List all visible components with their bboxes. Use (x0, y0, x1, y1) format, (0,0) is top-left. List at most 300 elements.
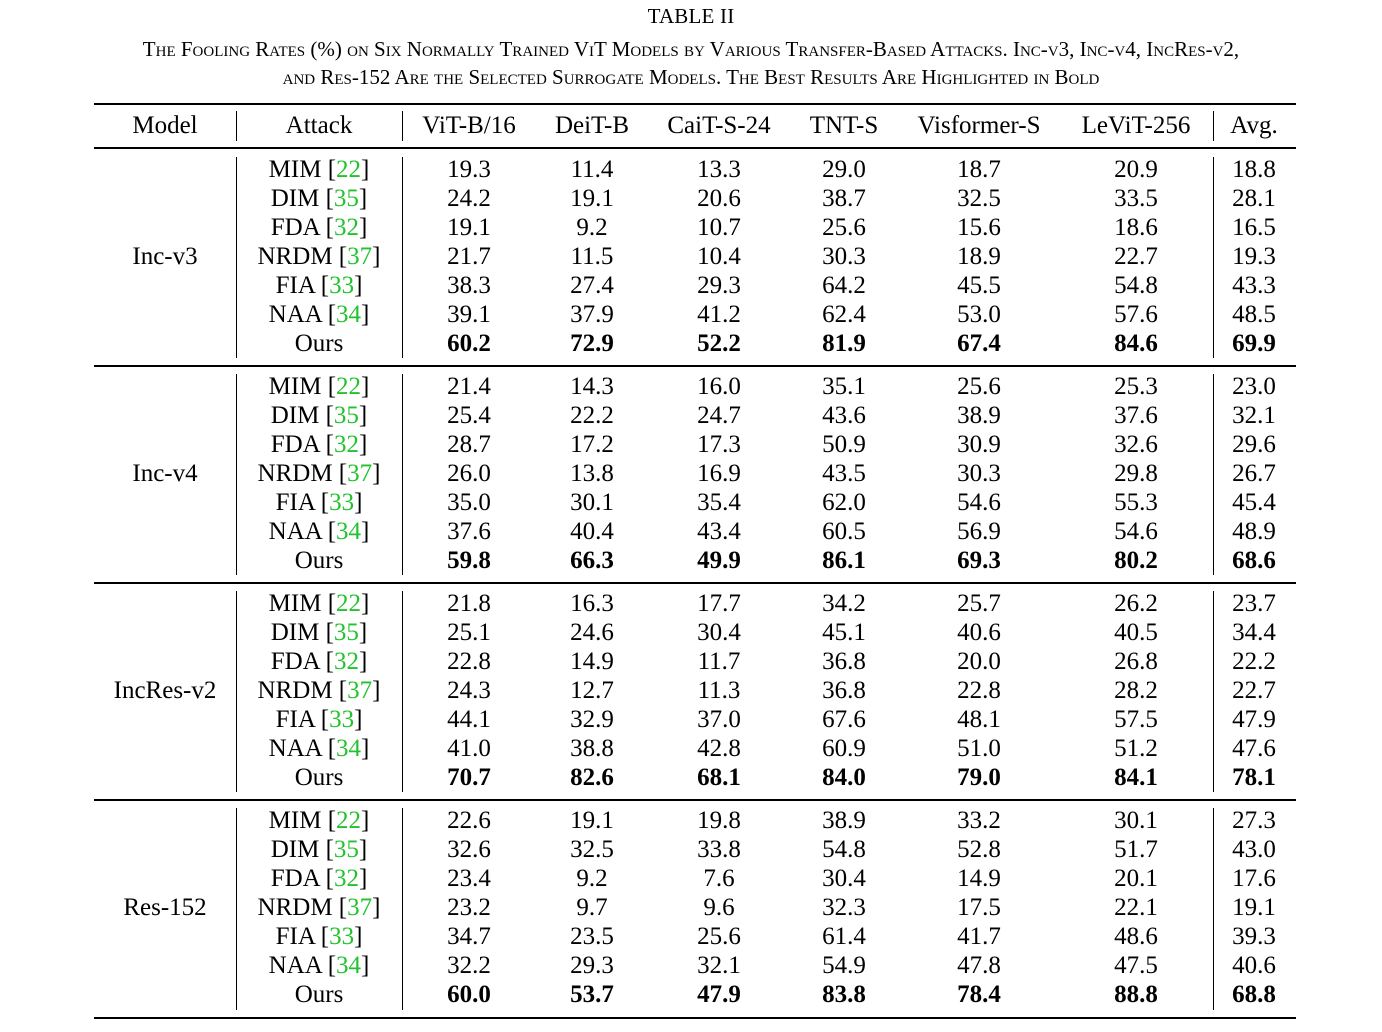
attack-name: FDA [32] (270, 865, 368, 892)
table-cell: 20.1 (1114, 865, 1158, 892)
table-cell: 23.7 (1232, 590, 1276, 617)
attack-name: NAA [34] (268, 301, 370, 328)
table-cell: 26.8 (1114, 648, 1158, 675)
attack-name (295, 980, 344, 1009)
column-rule (402, 808, 403, 1010)
table-cell: 19.1 (1232, 894, 1276, 921)
table-cell: 80.2 (1114, 547, 1158, 574)
table-cell: 30.9 (957, 431, 1001, 458)
table-cell: 39.3 (1232, 923, 1276, 950)
table-cell: 28.1 (1232, 185, 1276, 212)
table-cell: 57.5 (1114, 706, 1158, 733)
table-cell: 22.6 (447, 807, 491, 834)
table-cell: 22.7 (1114, 243, 1158, 270)
attack-name: MIM [22] (268, 590, 370, 617)
attack-name (295, 329, 344, 358)
column-rule (236, 591, 237, 792)
attack-label: NAA (268, 301, 322, 328)
table-cell: 16.3 (570, 590, 614, 617)
table-cell: 29.6 (1232, 431, 1276, 458)
table-cell: 49.9 (697, 547, 741, 574)
table-cell: 19.1 (570, 185, 614, 212)
column-rule (402, 374, 403, 575)
citation-link[interactable]: 22 (336, 807, 362, 834)
citation-link[interactable]: 37 (347, 460, 373, 487)
table-cell: 68.1 (697, 764, 741, 791)
table-cell: 51.0 (957, 735, 1001, 762)
table-cell: 32.3 (822, 894, 866, 921)
table-cell: 37.6 (447, 518, 491, 545)
table-cell: 30.3 (822, 243, 866, 270)
table-cell: 67.4 (957, 330, 1001, 357)
table-cell: 26.7 (1232, 460, 1276, 487)
header-avg: Avg. (1230, 112, 1278, 139)
table-cell: 12.7 (570, 677, 614, 704)
table-cell: 53.7 (570, 981, 614, 1008)
attack-name: NRDM [37] (257, 460, 381, 487)
attack-name: NRDM [37] (257, 243, 381, 270)
citation-link[interactable]: 34 (336, 301, 362, 328)
column-rule (1213, 374, 1214, 575)
table-cell: 30.4 (822, 865, 866, 892)
attack-name: MIM [22] (268, 373, 370, 400)
table-cell: 13.3 (697, 156, 741, 183)
citation-link[interactable]: 32 (333, 865, 359, 892)
table-cell: 22.2 (570, 402, 614, 429)
table-cell: 84.0 (822, 764, 866, 791)
caption-line-2: and Res-152 Are the Selected Surrogate Models. The Best Results Are Highlighted in Bold (282, 65, 1100, 89)
table-cell: 38.9 (957, 402, 1001, 429)
table-cell: 15.6 (957, 214, 1001, 241)
table-cell: 52.8 (957, 836, 1001, 863)
table-cell: 38.7 (822, 185, 866, 212)
table-cell: 11.5 (570, 243, 614, 270)
table-cell: 72.9 (570, 330, 614, 357)
table-cell: 34.2 (822, 590, 866, 617)
attack-label: Ours (294, 547, 344, 574)
table-cell: 28.7 (447, 431, 491, 458)
attack-name: FIA [33] (275, 489, 363, 516)
attack-name: FIA [33] (275, 706, 363, 733)
table-cell: 22.1 (1114, 894, 1158, 921)
table-cell: 24.2 (447, 185, 491, 212)
attack-name: FDA [32] (270, 431, 368, 458)
table-cell: 32.6 (1114, 431, 1158, 458)
table-cell: 78.1 (1232, 764, 1276, 791)
table-cell: 23.2 (447, 894, 491, 921)
surrogate-model-label: Res-152 (123, 894, 207, 921)
table-cell: 81.9 (822, 330, 866, 357)
table-cell: 78.4 (957, 981, 1001, 1008)
citation-link[interactable]: 34 (336, 735, 362, 762)
column-rule (402, 591, 403, 792)
table-cell: 39.1 (447, 301, 491, 328)
attack-label: FIA (275, 489, 315, 516)
table-cell: 14.3 (570, 373, 614, 400)
table-cell: 19.3 (447, 156, 491, 183)
attack-name: NRDM [37] (257, 894, 381, 921)
table-cell: 51.7 (1114, 836, 1158, 863)
attack-label: FIA (275, 706, 315, 733)
table-cell: 70.7 (447, 764, 491, 791)
table-cell: 26.2 (1114, 590, 1158, 617)
table-cell: 18.6 (1114, 214, 1158, 241)
table-cell: 48.6 (1114, 923, 1158, 950)
table-cell: 47.5 (1114, 952, 1158, 979)
table-cell: 36.8 (822, 648, 866, 675)
table-cell: 22.2 (1232, 648, 1276, 675)
table-cell: 27.4 (570, 272, 614, 299)
header-tnt-s: TNT-S (809, 112, 879, 139)
column-rule (236, 157, 237, 358)
table-cell: 32.9 (570, 706, 614, 733)
attack-label: FIA (275, 272, 315, 299)
table-cell: 48.1 (957, 706, 1001, 733)
table-cell: 37.0 (697, 706, 741, 733)
table-cell: 17.3 (697, 431, 741, 458)
group-divider (94, 582, 1296, 584)
table-cell: 60.9 (822, 735, 866, 762)
table-cell: 45.4 (1232, 489, 1276, 516)
table-cell: 21.4 (447, 373, 491, 400)
table-cell: 9.2 (576, 214, 608, 241)
attack-label: NAA (268, 735, 322, 762)
table-cell: 32.2 (447, 952, 491, 979)
attack-label: NAA (268, 518, 322, 545)
citation-link[interactable]: 32 (333, 648, 359, 675)
attack-name: FIA [33] (275, 923, 363, 950)
table-cell: 25.7 (957, 590, 1001, 617)
attack-label: MIM (268, 590, 322, 617)
table-cell: 42.8 (697, 735, 741, 762)
table-cell: 54.8 (822, 836, 866, 863)
table-cell: 47.9 (697, 981, 741, 1008)
table-cell: 51.2 (1114, 735, 1158, 762)
table-cell: 13.8 (570, 460, 614, 487)
table-cell: 32.5 (570, 836, 614, 863)
table-cell: 19.8 (697, 807, 741, 834)
table-cell: 41.7 (957, 923, 1001, 950)
attack-name: FDA [32] (270, 214, 368, 241)
citation-link[interactable]: 33 (329, 923, 355, 950)
citation-link[interactable]: 35 (333, 402, 359, 429)
attack-name: DIM [35] (270, 836, 368, 863)
group-divider (94, 365, 1296, 367)
table-cell: 40.4 (570, 518, 614, 545)
table-cell: 84.1 (1114, 764, 1158, 791)
table-cell: 18.7 (957, 156, 1001, 183)
column-rule (402, 157, 403, 358)
table-cell: 30.4 (697, 619, 741, 646)
table-cell: 11.7 (697, 648, 741, 675)
attack-name (295, 763, 344, 792)
table-cell: 19.1 (570, 807, 614, 834)
table-cell: 54.9 (822, 952, 866, 979)
table-cell: 35.0 (447, 489, 491, 516)
table-cell: 32.1 (697, 952, 741, 979)
citation-link[interactable]: 34 (336, 518, 362, 545)
header-vit-b16: ViT-B/16 (422, 112, 516, 139)
attack-label: NRDM (257, 243, 333, 270)
citation-link[interactable]: 34 (336, 952, 362, 979)
table-cell: 62.0 (822, 489, 866, 516)
attack-label: Ours (294, 330, 344, 357)
table-cell: 25.6 (697, 923, 741, 950)
table-cell: 59.8 (447, 547, 491, 574)
table-cell: 83.8 (822, 981, 866, 1008)
attack-label: DIM (270, 619, 320, 646)
column-rule (236, 374, 237, 575)
citation-link[interactable]: 22 (336, 590, 362, 617)
citation-link[interactable]: 33 (329, 272, 355, 299)
table-cell: 86.1 (822, 547, 866, 574)
table-cell: 44.1 (447, 706, 491, 733)
table-cell: 20.6 (697, 185, 741, 212)
attack-label: FDA (270, 214, 320, 241)
surrogate-model-label: Inc-v4 (132, 460, 198, 487)
table-cell: 23.4 (447, 865, 491, 892)
table-cell: 68.6 (1232, 547, 1276, 574)
attack-label: NRDM (257, 460, 333, 487)
table-cell: 16.5 (1232, 214, 1276, 241)
attack-name: NAA [34] (268, 952, 370, 979)
table-cell: 34.4 (1232, 619, 1276, 646)
table-cell: 54.6 (1114, 518, 1158, 545)
top-rule (94, 103, 1296, 105)
table-cell: 47.6 (1232, 735, 1276, 762)
table-cell: 38.8 (570, 735, 614, 762)
header-model: Model (132, 112, 198, 139)
attack-name: NRDM [37] (257, 677, 381, 704)
table-cell: 60.0 (447, 981, 491, 1008)
table-cell: 40.6 (1232, 952, 1276, 979)
column-rule (1213, 808, 1214, 1010)
table-cell: 43.0 (1232, 836, 1276, 863)
table-cell: 18.9 (957, 243, 1001, 270)
attack-label: Ours (294, 764, 344, 791)
attack-label: NRDM (257, 677, 333, 704)
table-cell: 9.6 (703, 894, 735, 921)
table-cell: 43.4 (697, 518, 741, 545)
table-cell: 40.6 (957, 619, 1001, 646)
table-cell: 29.3 (570, 952, 614, 979)
table-cell: 16.9 (697, 460, 741, 487)
attack-name: FDA [32] (270, 648, 368, 675)
table-cell: 47.9 (1232, 706, 1276, 733)
table-cell: 38.3 (447, 272, 491, 299)
table-cell: 14.9 (570, 648, 614, 675)
table-cell: 11.3 (697, 677, 741, 704)
table-cell: 10.4 (697, 243, 741, 270)
table-cell: 54.8 (1114, 272, 1158, 299)
header-attack: Attack (285, 112, 353, 139)
citation-link[interactable]: 32 (333, 431, 359, 458)
table-cell: 22.8 (447, 648, 491, 675)
table-cell: 55.3 (1114, 489, 1158, 516)
table-cell: 69.9 (1232, 330, 1276, 357)
table-cell: 34.7 (447, 923, 491, 950)
attack-label: MIM (268, 156, 322, 183)
citation-link[interactable]: 32 (333, 214, 359, 241)
citation-link[interactable]: 35 (333, 836, 359, 863)
table-cell: 26.0 (447, 460, 491, 487)
attack-name: DIM [35] (270, 402, 368, 429)
table-cell: 33.2 (957, 807, 1001, 834)
attack-label: NAA (268, 952, 322, 979)
table-cell: 52.2 (697, 330, 741, 357)
header-column-rule (1213, 111, 1214, 141)
table-cell: 84.6 (1114, 330, 1158, 357)
table-cell: 41.2 (697, 301, 741, 328)
attack-label: FIA (275, 923, 315, 950)
table-cell: 17.7 (697, 590, 741, 617)
table-cell: 23.0 (1232, 373, 1276, 400)
citation-link[interactable]: 22 (336, 373, 362, 400)
table-cell: 25.4 (447, 402, 491, 429)
table-cell: 7.6 (703, 865, 735, 892)
table-cell: 17.2 (570, 431, 614, 458)
table-cell: 33.8 (697, 836, 741, 863)
attack-name: FIA [33] (275, 272, 363, 299)
table-cell: 47.8 (957, 952, 1001, 979)
citation-link[interactable]: 35 (333, 185, 359, 212)
column-rule (1213, 591, 1214, 792)
table-cell: 28.2 (1114, 677, 1158, 704)
header-column-rule (236, 111, 237, 141)
citation-link[interactable]: 33 (329, 489, 355, 516)
table-cell: 48.5 (1232, 301, 1276, 328)
table-cell: 17.6 (1232, 865, 1276, 892)
header-visformer-s: Visformer-S (917, 112, 1041, 139)
table-cell: 60.5 (822, 518, 866, 545)
header-levit-256: LeViT-256 (1081, 112, 1191, 139)
table-cell: 17.5 (957, 894, 1001, 921)
table-cell: 41.0 (447, 735, 491, 762)
table-cell: 32.1 (1232, 402, 1276, 429)
table-cell: 25.6 (957, 373, 1001, 400)
table-cell: 25.1 (447, 619, 491, 646)
table-cell: 43.5 (822, 460, 866, 487)
table-cell: 23.5 (570, 923, 614, 950)
header-cait-s24: CaiT-S-24 (667, 112, 771, 139)
table-cell: 21.8 (447, 590, 491, 617)
table-cell: 20.9 (1114, 156, 1158, 183)
table-cell: 20.0 (957, 648, 1001, 675)
caption-line-1: The Fooling Rates (%) on Six Normally Trained ViT Models by Various Transfer-Based Attacks. Inc-v3, Inc-v4, IncRes-v2, (142, 37, 1240, 61)
table-cell: 11.4 (570, 156, 614, 183)
citation-link[interactable]: 37 (347, 677, 373, 704)
table-cell: 27.3 (1232, 807, 1276, 834)
column-rule (236, 808, 237, 1010)
attack-label: MIM (268, 373, 322, 400)
table-cell: 30.1 (1114, 807, 1158, 834)
table-cell: 22.7 (1232, 677, 1276, 704)
table-cell: 38.9 (822, 807, 866, 834)
attack-name: DIM [35] (270, 185, 368, 212)
attack-label: DIM (270, 185, 320, 212)
table-cell: 37.6 (1114, 402, 1158, 429)
header-deit-b: DeiT-B (554, 112, 630, 139)
table-cell: 61.4 (822, 923, 866, 950)
surrogate-model-label: IncRes-v2 (113, 677, 217, 704)
attack-label: NRDM (257, 894, 333, 921)
attack-name: MIM [22] (268, 807, 370, 834)
surrogate-model-label: Inc-v3 (132, 243, 198, 270)
table-cell: 79.0 (957, 764, 1001, 791)
table-cell: 68.8 (1232, 981, 1276, 1008)
table-cell: 9.2 (576, 865, 608, 892)
table-cell: 32.6 (447, 836, 491, 863)
table-cell: 29.8 (1114, 460, 1158, 487)
attack-label: Ours (294, 981, 344, 1008)
table-cell: 66.3 (570, 547, 614, 574)
attack-name (295, 546, 344, 575)
citation-link[interactable]: 35 (333, 619, 359, 646)
table-cell: 33.5 (1114, 185, 1158, 212)
table-cell: 56.9 (957, 518, 1001, 545)
table-cell: 18.8 (1232, 156, 1276, 183)
table-cell: 29.3 (697, 272, 741, 299)
table-cell: 62.4 (822, 301, 866, 328)
table-cell: 50.9 (822, 431, 866, 458)
table-cell: 45.1 (822, 619, 866, 646)
table-cell: 88.8 (1114, 981, 1158, 1008)
attack-name: NAA [34] (268, 735, 370, 762)
attack-label: FDA (270, 648, 320, 675)
table-cell: 36.8 (822, 677, 866, 704)
table-cell: 25.6 (822, 214, 866, 241)
table-cell: 57.6 (1114, 301, 1158, 328)
table-cell: 21.7 (447, 243, 491, 270)
citation-link[interactable]: 37 (347, 243, 373, 270)
table-cell: 54.6 (957, 489, 1001, 516)
citation-link[interactable]: 33 (329, 706, 355, 733)
bottom-rule (94, 1017, 1296, 1019)
table-cell: 19.3 (1232, 243, 1276, 270)
table-cell: 24.6 (570, 619, 614, 646)
table-cell: 48.9 (1232, 518, 1276, 545)
attack-label: FDA (270, 431, 320, 458)
attack-label: DIM (270, 836, 320, 863)
table-cell: 82.6 (570, 764, 614, 791)
table-cell: 24.3 (447, 677, 491, 704)
table-caption (0, 35, 1382, 91)
table-cell: 19.1 (447, 214, 491, 241)
citation-link[interactable]: 22 (336, 156, 362, 183)
table-cell: 9.7 (576, 894, 608, 921)
table-cell: 16.0 (697, 373, 741, 400)
table-cell: 35.1 (822, 373, 866, 400)
attack-name: NAA [34] (268, 518, 370, 545)
table-number: TABLE II (647, 4, 735, 28)
table-cell: 25.3 (1114, 373, 1158, 400)
table-cell: 67.6 (822, 706, 866, 733)
attack-name: DIM [35] (270, 619, 368, 646)
column-rule (1213, 157, 1214, 358)
table-cell: 43.3 (1232, 272, 1276, 299)
table-cell: 45.5 (957, 272, 1001, 299)
table-cell: 29.0 (822, 156, 866, 183)
attack-label: DIM (270, 402, 320, 429)
table-cell: 64.2 (822, 272, 866, 299)
table-cell: 53.0 (957, 301, 1001, 328)
citation-link[interactable]: 37 (347, 894, 373, 921)
table-cell: 37.9 (570, 301, 614, 328)
header-rule (94, 147, 1296, 149)
attack-label: MIM (268, 807, 322, 834)
table-cell: 30.1 (570, 489, 614, 516)
table-cell: 32.5 (957, 185, 1001, 212)
